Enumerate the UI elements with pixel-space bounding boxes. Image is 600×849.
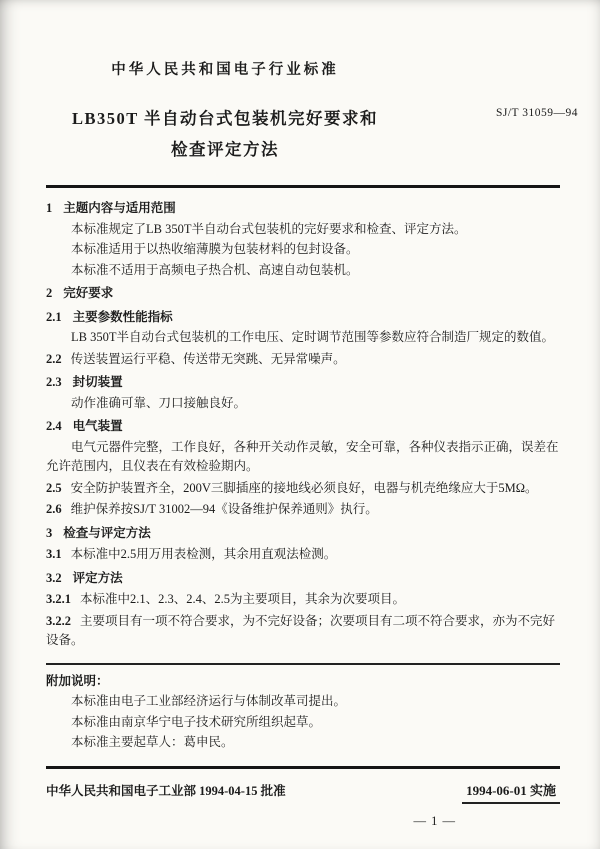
section-heading bbox=[46, 417, 560, 437]
document-body bbox=[46, 199, 560, 651]
clause-text: 封切装置 bbox=[72, 375, 123, 389]
appendix-lines bbox=[46, 692, 560, 753]
clause-line bbox=[46, 350, 560, 370]
paragraph-line: 本标准由电子工业部经济运行与体制改革司提出。 bbox=[71, 694, 347, 708]
clause-line bbox=[46, 545, 560, 565]
standard-number: SJ/T 31059—94 bbox=[495, 107, 578, 119]
section-heading bbox=[46, 199, 560, 219]
header-text-block bbox=[46, 58, 578, 165]
paragraph-line: 本标准适用于以热收缩薄膜为包装材料的包封设备。 bbox=[71, 242, 359, 256]
paragraph-line: 本标准主要起草人：葛申民。 bbox=[71, 735, 234, 749]
section-heading bbox=[46, 284, 560, 304]
clause-line bbox=[46, 612, 560, 651]
paragraph-line: 电气元器件完整，工作良好，各种开关动作灵敏，安全可靠，各种仪表指示正确，误差在允许范围内，且仪表在有效检验期内。 bbox=[46, 439, 559, 473]
clause-text: 完好要求 bbox=[63, 286, 114, 300]
section-heading bbox=[46, 569, 560, 589]
clause-number: 3.2 bbox=[46, 570, 62, 585]
appendix-title: 附加说明： bbox=[46, 673, 109, 688]
clause-text: 主要参数性能指标 bbox=[72, 309, 173, 324]
clause-text: 检查与评定方法 bbox=[63, 525, 151, 540]
page-number: — 1 — bbox=[413, 813, 456, 828]
appendix-section bbox=[46, 663, 560, 753]
clause-text: 维护保养按SJ/T 31002—94《设备维护保养通则》执行。 bbox=[70, 502, 378, 516]
section-heading bbox=[46, 524, 560, 544]
paragraph-line: 本标准由南京华宁电子技术研究所组织起草。 bbox=[71, 714, 322, 729]
clause-line bbox=[46, 590, 560, 610]
document-footer bbox=[46, 766, 560, 829]
paragraph-line: 本标准规定了LB 350T半自动台式包装机的完好要求和检查、评定方法。 bbox=[71, 221, 467, 236]
implementation-date: 1994-06-01 实施 bbox=[462, 780, 560, 804]
clause-line bbox=[46, 500, 560, 520]
clause-number: 3 bbox=[46, 525, 53, 540]
clause-number: 2.1 bbox=[46, 309, 62, 324]
clause-number: 2.2 bbox=[46, 351, 62, 366]
clause-number: 2.4 bbox=[46, 419, 62, 433]
clause-number: 3.2.2 bbox=[46, 613, 71, 628]
section-heading bbox=[46, 373, 560, 393]
clause-number: 2 bbox=[46, 286, 53, 300]
document-title-line1: LB350T 半自动台式包装机完好要求和 bbox=[71, 109, 379, 128]
section-heading bbox=[46, 308, 560, 328]
clause-text: 安全防护装置齐全，200V三脚插座的接地线必须良好，电器与机壳绝缘应大于5MΩ。 bbox=[70, 480, 538, 495]
header-divider-rule bbox=[46, 185, 560, 188]
clause-number: 2.3 bbox=[46, 375, 62, 389]
clause-number: 2.5 bbox=[46, 480, 62, 495]
clause-text: 评定方法 bbox=[72, 570, 123, 585]
clause-text: 电气装置 bbox=[72, 419, 123, 433]
clause-text: 传送装置运行平稳、传送带无突跳、无异常噪声。 bbox=[70, 351, 346, 366]
approval-text: 中华人民共和国电子工业部 1994-04-15 批准 bbox=[46, 783, 286, 798]
document-header bbox=[46, 58, 578, 188]
clause-text: 本标准中2.5用万用表检测，其余用直观法检测。 bbox=[70, 547, 337, 561]
clause-text: 主题内容与适用范围 bbox=[63, 201, 176, 215]
clause-number: 3.1 bbox=[46, 547, 62, 561]
standard-org-title: 中华人民共和国电子行业标准 bbox=[111, 62, 339, 78]
paragraph-line: LB 350T半自动台式包装机的工作电压、定时调节范围等参数应符合制造厂规定的数值。 bbox=[71, 330, 554, 344]
appendix-divider-rule bbox=[46, 663, 560, 665]
clause-text: 本标准中2.1、2.3、2.4、2.5为主要项目，其余为次要项目。 bbox=[80, 592, 406, 606]
clause-number: 3.2.1 bbox=[46, 592, 71, 606]
document-title-line2: 检查评定方法 bbox=[171, 140, 279, 159]
paragraph-line: 动作准确可靠、刀口接触良好。 bbox=[71, 395, 247, 410]
clause-text: 主要项目有一项不符合要求，为不完好设备；次要项目有二项不符合要求，亦为不完好设备。 bbox=[46, 613, 556, 647]
footer-row bbox=[46, 780, 560, 804]
title-block bbox=[46, 103, 578, 165]
footer-divider-rule bbox=[46, 766, 560, 769]
clause-number: 2.6 bbox=[46, 502, 62, 516]
clause-number: 1 bbox=[46, 201, 53, 215]
clause-line bbox=[46, 479, 560, 499]
paragraph-line: 本标准不适用于高频电子热合机、高速自动包装机。 bbox=[71, 262, 359, 277]
